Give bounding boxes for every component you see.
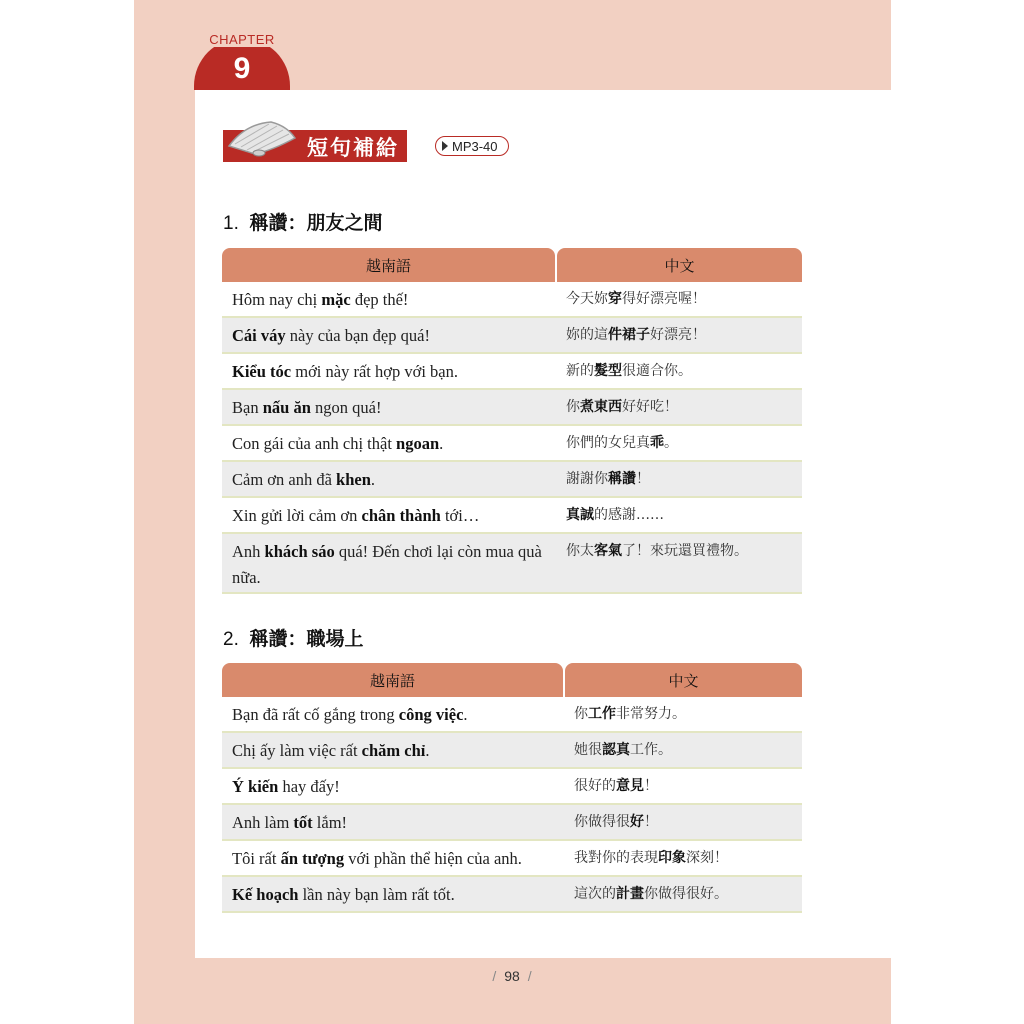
chinese-translation bbox=[574, 805, 658, 839]
keyword: 印象 bbox=[658, 850, 686, 866]
vietnamese-phrase bbox=[232, 882, 562, 908]
header-chinese: 中文 bbox=[557, 248, 802, 282]
table-row bbox=[222, 318, 802, 354]
page-number-value: 98 bbox=[504, 968, 520, 984]
section-title: 稱讚：職場上 bbox=[249, 628, 364, 650]
chinese-translation bbox=[574, 877, 728, 911]
keyword: 真誠 bbox=[566, 507, 594, 523]
text-fragment: 。 bbox=[664, 435, 678, 451]
right-margin bbox=[891, 0, 1024, 1024]
phrase-table-1 bbox=[222, 248, 802, 594]
vietnamese-phrase bbox=[232, 323, 552, 349]
text-fragment: Chị ấy làm việc rất bbox=[232, 741, 362, 760]
keyword: 件裙子 bbox=[608, 327, 650, 343]
text-fragment: 深刻！ bbox=[686, 850, 728, 866]
table-row bbox=[222, 841, 802, 877]
table-row bbox=[222, 733, 802, 769]
keyword: ấn tượng bbox=[280, 849, 345, 868]
fan-icon bbox=[225, 120, 301, 162]
header-chinese: 中文 bbox=[565, 663, 802, 697]
table-row bbox=[222, 282, 802, 318]
text-fragment: 很適合你。 bbox=[622, 363, 692, 379]
chinese-translation bbox=[566, 426, 678, 460]
table-row bbox=[222, 534, 802, 594]
chapter-label: CHAPTER bbox=[209, 32, 275, 47]
text-fragment: Anh làm bbox=[232, 813, 294, 832]
play-icon bbox=[442, 141, 448, 151]
slash-right: / bbox=[527, 968, 532, 984]
text-fragment: 你 bbox=[574, 706, 588, 722]
text-fragment: . bbox=[463, 705, 468, 724]
keyword: tốt bbox=[293, 813, 313, 832]
table-row bbox=[222, 426, 802, 462]
text-fragment: 好漂亮！ bbox=[650, 327, 706, 343]
chapter-badge bbox=[194, 34, 290, 90]
keyword: 計畫 bbox=[616, 886, 644, 902]
chinese-translation bbox=[566, 390, 678, 424]
chinese-translation bbox=[574, 769, 658, 803]
section-number: 2. bbox=[223, 629, 239, 650]
text-fragment: Tôi rất bbox=[232, 849, 281, 868]
slash-left: / bbox=[492, 968, 497, 984]
keyword: mặc bbox=[321, 290, 351, 309]
chinese-translation bbox=[566, 318, 706, 352]
left-margin bbox=[0, 0, 134, 1024]
text-fragment: 很好的 bbox=[574, 778, 616, 794]
section-title: 稱讚：朋友之間 bbox=[249, 212, 383, 234]
text-fragment: 這次的 bbox=[574, 886, 616, 902]
text-fragment: ngon quá! bbox=[310, 398, 382, 417]
keyword: nấu ăn bbox=[262, 398, 311, 417]
table-row bbox=[222, 390, 802, 426]
table-row bbox=[222, 877, 802, 913]
text-fragment: 妳的這 bbox=[566, 327, 608, 343]
banner-title: 短句補給 bbox=[307, 136, 399, 160]
page-number bbox=[0, 968, 1024, 984]
keyword: công việc bbox=[398, 705, 464, 724]
text-fragment: 你太 bbox=[566, 543, 594, 559]
text-fragment: 工作。 bbox=[630, 742, 672, 758]
text-fragment: . bbox=[425, 741, 430, 760]
chapter-number: 9 bbox=[233, 52, 251, 85]
text-fragment: Con gái của anh chị thật bbox=[232, 434, 397, 453]
vietnamese-phrase bbox=[232, 395, 552, 421]
vietnamese-phrase bbox=[232, 702, 562, 728]
header-vietnamese: 越南語 bbox=[222, 663, 563, 697]
text-fragment: 你做得很 bbox=[574, 814, 630, 830]
text-fragment: đẹp thế! bbox=[350, 290, 409, 309]
keyword: chăm chỉ bbox=[361, 741, 426, 760]
audio-track-badge[interactable] bbox=[435, 136, 509, 156]
vietnamese-phrase bbox=[232, 539, 552, 591]
text-fragment: 我對你的表現 bbox=[574, 850, 658, 866]
chinese-translation bbox=[574, 841, 728, 875]
table-body bbox=[222, 697, 802, 913]
vietnamese-phrase bbox=[232, 359, 552, 385]
text-fragment: 新的 bbox=[566, 363, 594, 379]
text-fragment: 你做得很好。 bbox=[644, 886, 728, 902]
audio-track-label: MP3-40 bbox=[452, 138, 498, 154]
section-banner bbox=[223, 120, 407, 162]
section-heading-1 bbox=[223, 208, 383, 235]
text-fragment: 好好吃！ bbox=[622, 399, 678, 415]
text-fragment: 的感謝…… bbox=[594, 507, 664, 523]
text-fragment: ！ bbox=[644, 778, 658, 794]
text-fragment: 她很 bbox=[574, 742, 602, 758]
keyword: Kế hoạch bbox=[232, 885, 299, 904]
keyword: chân thành bbox=[361, 506, 441, 525]
text-fragment: ！ bbox=[636, 471, 650, 487]
chinese-translation bbox=[566, 534, 748, 568]
chinese-translation bbox=[574, 697, 686, 731]
text-fragment: này của bạn đẹp quá! bbox=[285, 326, 430, 345]
chinese-translation bbox=[566, 498, 664, 532]
text-fragment: . bbox=[439, 434, 444, 453]
keyword: 意見 bbox=[616, 778, 644, 794]
table-row bbox=[222, 805, 802, 841]
keyword: khách sáo bbox=[264, 542, 335, 561]
vietnamese-phrase bbox=[232, 287, 552, 313]
chinese-translation bbox=[574, 733, 672, 767]
keyword: Kiểu tóc bbox=[232, 362, 292, 381]
text-fragment: 謝謝你 bbox=[566, 471, 608, 487]
text-fragment: với phần thể hiện của anh. bbox=[344, 849, 522, 868]
text-fragment: quá! Đến chơi lại còn mua quà nữa. bbox=[232, 542, 542, 587]
table-row bbox=[222, 498, 802, 534]
vietnamese-phrase bbox=[232, 467, 552, 493]
text-fragment: Hôm nay chị bbox=[232, 290, 322, 309]
table-row bbox=[222, 462, 802, 498]
text-fragment: mới này rất hợp với bạn. bbox=[291, 362, 458, 381]
vietnamese-phrase bbox=[232, 774, 562, 800]
text-fragment: 你們的女兒真 bbox=[566, 435, 650, 451]
text-fragment: ！ bbox=[644, 814, 658, 830]
vietnamese-phrase bbox=[232, 431, 552, 457]
chinese-translation bbox=[566, 354, 692, 388]
text-fragment: tới… bbox=[440, 506, 480, 525]
table-body bbox=[222, 282, 802, 594]
chinese-translation bbox=[566, 462, 650, 496]
keyword: Cái váy bbox=[232, 326, 286, 345]
phrase-table-2 bbox=[222, 663, 802, 913]
text-fragment: 今天妳 bbox=[566, 291, 608, 307]
table-header bbox=[222, 663, 802, 697]
keyword: 乖 bbox=[650, 435, 664, 451]
text-fragment: . bbox=[370, 470, 376, 489]
text-fragment: Cảm ơn anh đã bbox=[232, 470, 337, 489]
text-fragment: 你 bbox=[566, 399, 580, 415]
section-heading-2 bbox=[223, 624, 364, 651]
table-row bbox=[222, 354, 802, 390]
keyword: 髮型 bbox=[594, 363, 622, 379]
text-fragment: Xin gửi lời cảm ơn bbox=[232, 506, 362, 525]
keyword: khen bbox=[336, 470, 371, 489]
text-fragment: 了！來玩還買禮物。 bbox=[622, 543, 748, 559]
keyword: Ý kiến bbox=[232, 777, 279, 796]
table-row bbox=[222, 697, 802, 733]
section-number: 1. bbox=[223, 213, 239, 234]
vietnamese-phrase bbox=[232, 738, 562, 764]
vietnamese-phrase bbox=[232, 810, 562, 836]
keyword: 認真 bbox=[602, 742, 630, 758]
keyword: 穿 bbox=[608, 291, 622, 307]
text-fragment: 得好漂亮喔！ bbox=[622, 291, 706, 307]
chinese-translation bbox=[566, 282, 706, 316]
header-vietnamese: 越南語 bbox=[222, 248, 555, 282]
keyword: 稱讚 bbox=[608, 471, 636, 487]
keyword: 好 bbox=[630, 814, 644, 830]
vietnamese-phrase bbox=[232, 846, 562, 872]
keyword: ngoan bbox=[396, 434, 440, 453]
vietnamese-phrase bbox=[232, 503, 552, 529]
text-fragment: lắm! bbox=[312, 813, 348, 832]
text-fragment: Bạn bbox=[232, 398, 263, 417]
keyword: 客氣 bbox=[594, 543, 622, 559]
text-fragment: lần này bạn làm rất tốt. bbox=[298, 885, 455, 904]
keyword: 工作 bbox=[588, 706, 616, 722]
table-header bbox=[222, 248, 802, 282]
text-fragment: Anh bbox=[232, 542, 265, 561]
table-row bbox=[222, 769, 802, 805]
text-fragment: hay đấy! bbox=[278, 777, 340, 796]
keyword: 煮東西 bbox=[580, 399, 622, 415]
text-fragment: Bạn đã rất cố gắng trong bbox=[232, 705, 399, 724]
text-fragment: 非常努力。 bbox=[616, 706, 686, 722]
